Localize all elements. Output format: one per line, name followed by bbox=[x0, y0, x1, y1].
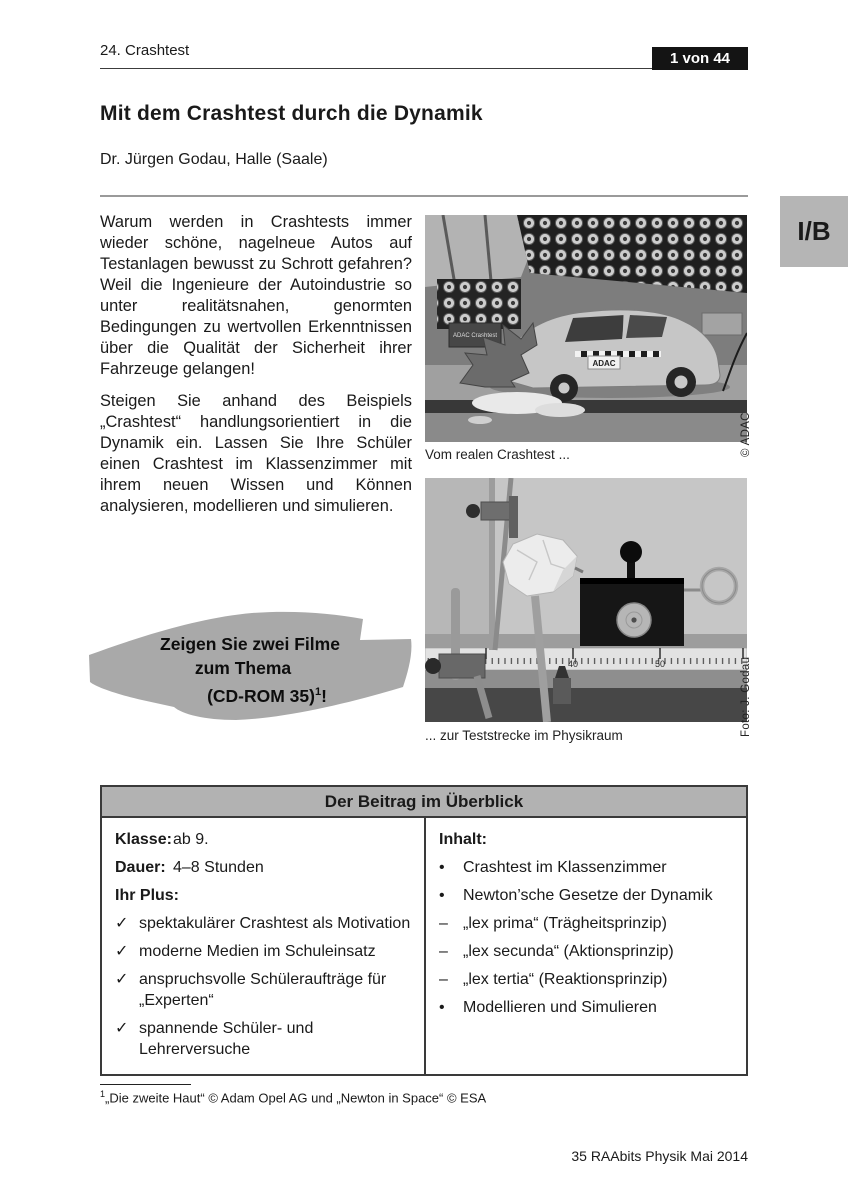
overview-right-cell bbox=[426, 818, 746, 1074]
klasse-row: Klasse:ab 9. bbox=[115, 831, 209, 848]
page-number-badge: 1 von 44 bbox=[652, 47, 748, 70]
author-line: Dr. Jürgen Godau, Halle (Saale) bbox=[100, 151, 328, 168]
inhalt-item: – „lex secunda“ (Aktionsprinzip) bbox=[439, 943, 674, 960]
wall-sign-right bbox=[702, 313, 742, 335]
intro-paragraph-2: Steigen Sie anhand des Beispiels „Crashtest“ handlungsorientiert in die Dynamik ein. Lassen Sie Ihre Schüler einen Crashtest im Klassenzimmer mit ihrem neuen Wissen und Können analysieren, modellieren und simulieren. bbox=[100, 392, 412, 515]
section-tab: I/B bbox=[780, 196, 848, 267]
inhalt-item: • Crashtest im Klassenzimmer bbox=[439, 859, 667, 876]
banner-line-2: zum Thema bbox=[194, 658, 292, 678]
inhalt-item: – „lex prima“ (Trägheitsprinzip) bbox=[439, 915, 667, 932]
bullet-marker: • bbox=[439, 859, 445, 876]
dash-marker: – bbox=[439, 943, 448, 960]
check-icon: ✓ bbox=[115, 1020, 129, 1037]
overview-table bbox=[100, 785, 748, 1076]
barrier-sign-text: ADAC Crashtest bbox=[452, 333, 498, 339]
inhalt-label-row: Inhalt: bbox=[439, 831, 487, 848]
check-icon: ✓ bbox=[115, 915, 129, 932]
overview-table-title: Der Beitrag im Überblick bbox=[102, 787, 746, 818]
inhalt-item: – „lex tertia“ (Reaktionsprinzip) bbox=[439, 971, 668, 988]
plus-label-row: Ihr Plus: bbox=[115, 887, 180, 904]
banner-line-3: (CD-ROM 35)$^1$! bbox=[207, 685, 327, 706]
figure2-caption: ... zur Teststrecke im Physikraum bbox=[425, 728, 623, 743]
dash-marker: – bbox=[439, 971, 448, 988]
footnote-marker: 1 bbox=[100, 1089, 106, 1099]
page-footer: 35 RAAbits Physik Mai 2014 bbox=[571, 1148, 748, 1164]
testtrack-photo-graphic bbox=[425, 478, 747, 722]
plus-item: ✓ spektakulärer Crashtest als Motivation bbox=[115, 915, 411, 932]
bullet-marker: • bbox=[439, 999, 445, 1016]
crashtest-photo bbox=[425, 215, 747, 442]
document-page: 24. Crashtest 1 von 44 Mit dem Crashtest durch die Dynamik Dr. Jürgen Godau, Halle (Saale) I/B Warum werden in Crashtests immer wieder schöne, nagelneue Autos auf Testanlagen bewusst zu Schrott gefahren? Weil die Ingenieure der Autoindustrie so unter realitätsnahen, genormten Bedingungen zu wertvollen Erkenntnissen über die Qualität der Sicherheit ihrer Fahrzeuge gelangen! Steigen Sie anhand des Beispiels „Crashtest“ handlungsorientiert in die Dynamik ein. Lassen Sie Ihre Schüler einen Crashtest im Klassenzimmer mit ihrem neuen Wissen und Können analysieren, modellieren und simulieren. ADAC Crashtest ADAC Vom realen Crashtest ... © ADAC 40 50 ... zur Teststrecke im Physikraum Foto: J. Godau Zeigen Sie zwei Filme zum Thema (CD-ROM 35)$^1$! Der Beitrag im Überblick Klasse:ab 9. Dauer: 4–8 Stunden Ihr Plus: ✓ spektakulärer Crashtest als Motivation ✓ moderne Medien im Schuleinsatz ✓ anspruchsvolle Schüleraufträge für „Experten“ ✓ spannende Schüler- und Lehrerversuche Inhalt: • Crashtest im Klassenzimmer • Newton’sche Gesetze der Dynamik – „lex prima“ (Trägheitsprinzip) – „lex secunda“ (Aktionsprinzip) – „lex tertia“ (Reaktionsprinzip) • Modellieren und Simulieren $^1$„Die zweite Haut“ © Adam Opel AG und „Newton in Space“ © ESA 35 RAAbits Physik Mai 2014 bbox=[0, 0, 848, 1200]
crashtest-photo-graphic bbox=[425, 215, 747, 442]
page-title: Mit dem Crashtest durch die Dynamik bbox=[100, 102, 483, 125]
intro-column bbox=[100, 212, 412, 528]
footnote: $^1$„Die zweite Haut“ © Adam Opel AG und „Newton in Space“ © ESA bbox=[100, 1089, 487, 1106]
film-banner bbox=[86, 610, 414, 724]
inhalt-item: • Newton’sche Gesetze der Dynamik bbox=[439, 887, 713, 904]
inhalt-item: • Modellieren und Simulieren bbox=[439, 999, 657, 1016]
footnote-rule bbox=[100, 1084, 191, 1085]
check-icon: ✓ bbox=[115, 971, 129, 988]
title-divider bbox=[100, 195, 748, 197]
check-icon: ✓ bbox=[115, 943, 129, 960]
banner-text bbox=[86, 632, 414, 708]
header-rule bbox=[100, 68, 748, 69]
figure1-caption: Vom realen Crashtest ... bbox=[425, 447, 570, 462]
plus-item: ✓ anspruchsvolle Schüleraufträge für „Experten“ bbox=[115, 971, 387, 1009]
bullet-marker: • bbox=[439, 887, 445, 904]
overview-left-cell bbox=[102, 818, 426, 1074]
plus-item: ✓ spannende Schüler- und Lehrerversuche bbox=[115, 1020, 314, 1058]
dash-marker: – bbox=[439, 915, 448, 932]
testtrack-photo bbox=[425, 478, 747, 722]
ruler-label-50: 50 bbox=[654, 659, 666, 669]
adac-sticker: ADAC bbox=[592, 359, 616, 368]
intro-paragraph-1: Warum werden in Crashtests immer wieder schöne, nagelneue Autos auf Testanlagen bewusst zu Schrott gefahren? Weil die Ingenieure der Autoindustrie so unter realitätsnahen, genormten Bedingungen zu wertvollen Erkenntnissen über die Qualität der Sicherheit ihrer Fahrzeuge gelangen! bbox=[100, 213, 412, 378]
plus-item: ✓ moderne Medien im Schuleinsatz bbox=[115, 943, 376, 960]
banner-line-1: Zeigen Sie zwei Filme bbox=[160, 634, 340, 654]
header-section-label: 24. Crashtest bbox=[100, 42, 190, 59]
dauer-row: Dauer: 4–8 Stunden bbox=[115, 859, 264, 876]
banner-footnote-marker: 1 bbox=[314, 686, 322, 698]
ruler-label-40: 40 bbox=[567, 659, 579, 669]
